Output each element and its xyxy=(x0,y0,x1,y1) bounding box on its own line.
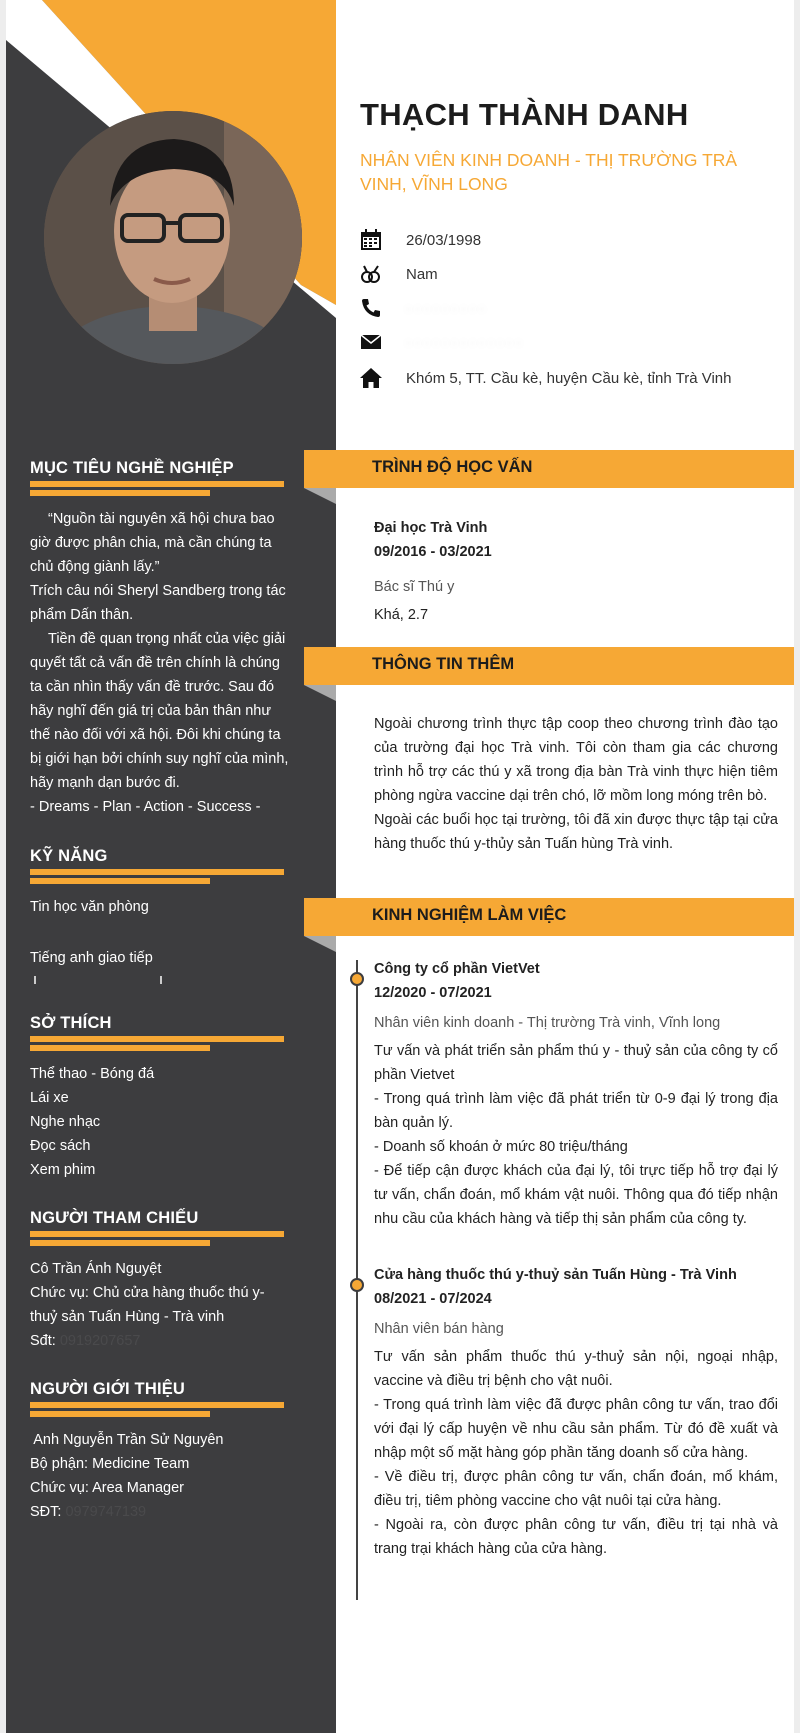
referrer-phone-label: SĐT: xyxy=(30,1504,66,1520)
contact-email xyxy=(360,330,790,354)
reference-bar-long xyxy=(30,1231,284,1237)
mail-icon xyxy=(360,330,388,354)
hobby-item: Đọc sách xyxy=(30,1138,91,1154)
job-period: 08/2021 - 07/2024 xyxy=(374,1291,492,1307)
job-position: Nhân viên kinh doanh - Thị trường Trà vinh, Vĩnh long xyxy=(374,1015,721,1031)
education-fold xyxy=(304,488,336,504)
hobby-item: Thể thao - Bóng đá xyxy=(30,1066,155,1082)
reference-bar-short xyxy=(30,1240,210,1246)
portrait-illustration xyxy=(44,111,302,364)
reference-phone-line xyxy=(30,1329,275,1353)
hobbies-bar-long xyxy=(30,1036,284,1042)
address-text: Khóm 5, TT. Cầu kè, huyện Cầu kè, tỉnh Trà Vinh xyxy=(406,369,732,387)
referrer-dept: Bộ phận: Medicine Team xyxy=(30,1456,190,1472)
experience-header xyxy=(304,898,794,936)
candidate-name: THẠCH THÀNH DANH xyxy=(360,97,689,132)
contact-phone xyxy=(360,296,790,320)
hobby-item: Nghe nhạc xyxy=(30,1114,101,1130)
referrer-bar-long xyxy=(30,1402,284,1408)
birthdate-text: 26/03/1998 xyxy=(406,231,482,249)
experience-title: KINH NGHIỆM LÀM VIỆC xyxy=(372,906,567,924)
phone-icon xyxy=(360,296,388,320)
job-item xyxy=(374,957,778,1231)
job-description xyxy=(374,1345,778,1561)
education-school: Đại học Trà Vinh xyxy=(374,520,488,536)
extra-paragraph-2: Ngoài các buổi học tại trường, tôi đã xin được thực tập tại cửa hàng thuốc thú y-thủy sản Tuấn hùng Trà vinh. xyxy=(374,812,778,852)
education-period: 09/2016 - 03/2021 xyxy=(374,544,492,560)
extra-header xyxy=(304,647,794,685)
education-header xyxy=(304,450,794,488)
job-line: - Trong quá trình làm việc đã được phân công tư vấn, trao đổi với đại lý cấp huyện về nhu cầu sản phẩm. Từ đó đề xuất và nhập một số mặt hàng góp phần tăng doanh số cửa hàng. xyxy=(374,1397,778,1461)
skills-bar-long xyxy=(30,869,284,875)
gender-text: Nam xyxy=(406,265,438,283)
job-period: 12/2020 - 07/2021 xyxy=(374,985,492,1001)
job-title: NHÂN VIÊN KINH DOANH - THỊ TRƯỜNG TRÀ VINH, VĨNH LONG xyxy=(360,150,738,194)
calendar-icon xyxy=(360,228,388,252)
referrer-phone: 0979747139 xyxy=(65,1504,147,1520)
job-line: Tư vấn sản phẩm thuốc thú y-thuỷ sản nội, ngoại nhập, vaccine và điều trị bệnh cho vật nuôi. xyxy=(374,1349,778,1389)
objective-quote: “Nguồn tài nguyên xã hội chưa bao giờ được phân chia, mà cần chúng ta chủ động giành lấy.” xyxy=(30,511,275,575)
reference-text xyxy=(30,1257,275,1353)
reference-title: NGƯỜI THAM CHIẾU xyxy=(30,1209,199,1227)
skill-item: Tiếng anh giao tiếp xyxy=(30,950,153,966)
education-title: TRÌNH ĐỘ HỌC VẤN xyxy=(372,458,533,476)
objective-bar-short xyxy=(30,490,210,496)
skills-bar-short xyxy=(30,878,210,884)
job-line: Tư vấn và phát triển sản phẩm thú y - thuỷ sản của công ty cổ phần Vietvet xyxy=(374,1043,778,1083)
extra-text xyxy=(374,712,778,856)
referrer-bar-short xyxy=(30,1411,210,1417)
reference-name: Cô Trần Ánh Nguyệt xyxy=(30,1261,162,1277)
contact-address xyxy=(360,366,790,390)
education-major: Bác sĩ Thú y xyxy=(374,579,455,595)
job-line: - Doanh số khoán ở mức 80 triệu/tháng xyxy=(374,1139,628,1155)
timeline-dot xyxy=(350,1278,364,1292)
profile-photo xyxy=(44,111,302,364)
resume-page xyxy=(6,0,794,1733)
objective-title: MỤC TIÊU NGHỀ NGHIỆP xyxy=(30,459,234,477)
job-line: - Về điều trị, được phân công tư vấn, chẩn đoán, mổ khám, điều trị, tiêm phòng vaccine cho vật nuôi tại cửa hàng. xyxy=(374,1469,778,1509)
phone-text: · · · · · · · · · xyxy=(406,299,485,317)
hobbies-title: SỞ THÍCH xyxy=(30,1014,112,1032)
skill-bar-start xyxy=(34,976,36,984)
extra-fold xyxy=(304,685,336,701)
job-line: - Để tiếp cận được khách của đại lý, tôi trực tiếp hỗ trợ đại lý tư vấn, chẩn đoán, mổ khám vật nuôi. Thông qua đó tiếp nhận nhu cầu của khách hàng và tiếp thị sản phẩm của công ty. xyxy=(374,1163,778,1227)
home-icon xyxy=(360,366,388,390)
job-company: Cửa hàng thuốc thú y-thuỷ sản Tuấn Hùng - Trà Vinh xyxy=(374,1267,737,1283)
job-description xyxy=(374,1039,778,1231)
reference-role: Chức vụ: Chủ cửa hàng thuốc thú y-thuỷ sản Tuấn Hùng - Trà vinh xyxy=(30,1285,265,1325)
hobbies-list xyxy=(30,1062,154,1182)
objective-bar-long xyxy=(30,481,284,487)
contact-birthdate xyxy=(360,228,790,252)
job-item xyxy=(374,1263,778,1561)
timeline-dot xyxy=(350,972,364,986)
referrer-role: Chức vụ: Area Manager xyxy=(30,1480,184,1496)
referrer-phone-line xyxy=(30,1500,290,1524)
job-line: - Trong quá trình làm việc đã phát triển từ 0-9 đại lý trong địa bàn quản lý. xyxy=(374,1091,778,1131)
gender-icon xyxy=(360,262,388,286)
objective-text xyxy=(30,507,290,819)
referrer-name: Anh Nguyễn Trần Sử Nguyên xyxy=(30,1432,224,1448)
job-position: Nhân viên bán hàng xyxy=(374,1321,504,1337)
skills-title: KỸ NĂNG xyxy=(30,847,108,865)
hobby-item: Lái xe xyxy=(30,1090,69,1106)
reference-phone: 0919207657 xyxy=(59,1333,141,1349)
job-line: - Ngoài ra, còn được phân công tư vấn, điều trị tại nhà và trang trại khách hàng của cửa hàng. xyxy=(374,1517,778,1557)
extra-paragraph-1: Ngoài chương trình thực tập coop theo chương trình đào tạo của trường đại học Trà vinh. Tôi còn tham gia các chương trình hỗ trợ các thú y xã trong địa bàn Trà vinh thực hiện tiêm phòng ngừa vaccine dại trên chó, lỡ mồm long móng trên bò. xyxy=(374,716,778,804)
experience-fold xyxy=(304,936,336,952)
education-grade: Khá, 2.7 xyxy=(374,607,429,623)
extra-title: THÔNG TIN THÊM xyxy=(372,655,515,673)
contact-gender xyxy=(360,262,790,286)
reference-phone-label: Sđt: xyxy=(30,1333,60,1349)
referrer-title: NGƯỜI GIỚI THIỆU xyxy=(30,1380,186,1398)
objective-motto: - Dreams - Plan - Action - Success - xyxy=(30,799,261,815)
email-text: · · · · · · · · · · · · · xyxy=(406,333,521,351)
skill-item: Tin học văn phòng xyxy=(30,899,149,915)
skill-bar-end xyxy=(160,976,162,984)
hobbies-bar-short xyxy=(30,1045,210,1051)
referrer-text xyxy=(30,1428,290,1524)
objective-source: Trích câu nói Sheryl Sandberg trong tác phẩm Dấn thân. xyxy=(30,583,286,623)
objective-body: Tiền đề quan trọng nhất của việc giải quyết tất cả vấn đề trên chính là chúng ta cần nhìn thấy vấn đề trước. Sau đó hãy nghĩ đến giá trị của bản thân như thế nào đối với xã hội. Đôi khi chúng ta bị giới hạn bởi chính suy nghĩ của mình, hãy mạnh dạn bước đi. xyxy=(30,631,289,791)
hobby-item: Xem phim xyxy=(30,1162,96,1178)
job-company: Công ty cổ phần VietVet xyxy=(374,961,540,977)
